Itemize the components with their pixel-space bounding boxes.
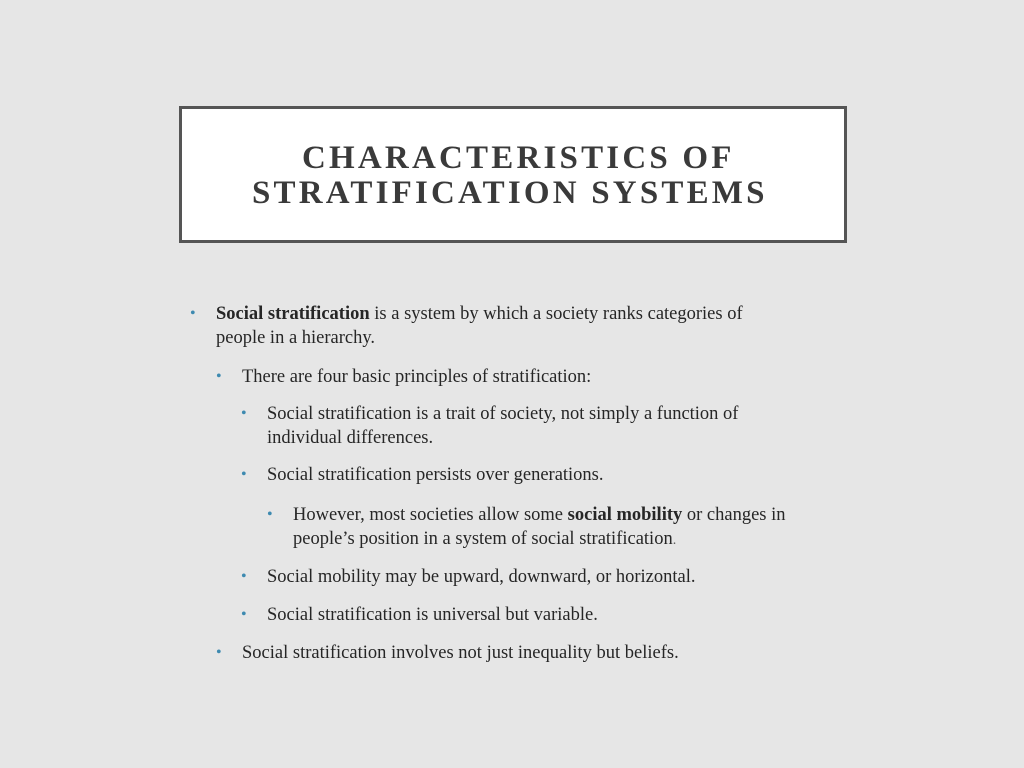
bullet-dot-icon: • bbox=[216, 644, 222, 661]
bullet-dot-icon: • bbox=[241, 568, 247, 585]
bullet-level4-1 bbox=[267, 503, 853, 553]
bullet-level1-1 bbox=[190, 302, 816, 350]
bullet-text-continued: people in a hierarchy. bbox=[216, 328, 376, 348]
bullet-text: There are four basic principles of stratification: bbox=[242, 367, 592, 387]
bullet-level2-1 bbox=[216, 365, 822, 389]
bullet-level3-1 bbox=[241, 402, 837, 450]
bullet-level2-2 bbox=[216, 641, 822, 665]
bullet-level3-2 bbox=[241, 463, 837, 487]
bullet-bold-term: Social stratification bbox=[216, 304, 370, 324]
bullet-text: Social mobility may be upward, downward, or horizontal. bbox=[267, 567, 696, 587]
bullet-text: is a system by which a society ranks categories of bbox=[369, 304, 743, 324]
slide-title-line-1: CHARACTERISTICS OF bbox=[302, 140, 735, 176]
bullet-level3-4 bbox=[241, 603, 837, 627]
bullet-dot-icon: • bbox=[190, 305, 196, 322]
bullet-bold-term: social mobility bbox=[567, 505, 683, 525]
bullet-text: Social stratification persists over generations. bbox=[267, 465, 604, 485]
bullet-text: Social stratification involves not just inequality but beliefs. bbox=[242, 643, 679, 663]
bullet-text: Social stratification is a trait of society, not simply a function of bbox=[267, 404, 739, 424]
bullet-text-continued: individual differences. bbox=[267, 428, 434, 448]
bullet-dot-icon: • bbox=[241, 466, 247, 483]
bullet-text-post: or changes in bbox=[682, 505, 786, 525]
bullet-text: Social stratification is universal but variable. bbox=[267, 605, 598, 625]
bullet-text: However, most societies allow some bbox=[293, 505, 568, 525]
bullet-level3-3 bbox=[241, 565, 837, 589]
bullet-dot-icon: • bbox=[241, 405, 247, 422]
bullet-dot-icon: • bbox=[267, 506, 273, 523]
bullet-text-continued: people’s position in a system of social stratification bbox=[293, 529, 673, 549]
bullet-dot-icon: • bbox=[216, 368, 222, 385]
bullet-trailing-period: . bbox=[672, 533, 677, 548]
slide-title-line-2: STRATIFICATION SYSTEMS bbox=[252, 175, 768, 211]
bullet-dot-icon: • bbox=[241, 606, 247, 623]
